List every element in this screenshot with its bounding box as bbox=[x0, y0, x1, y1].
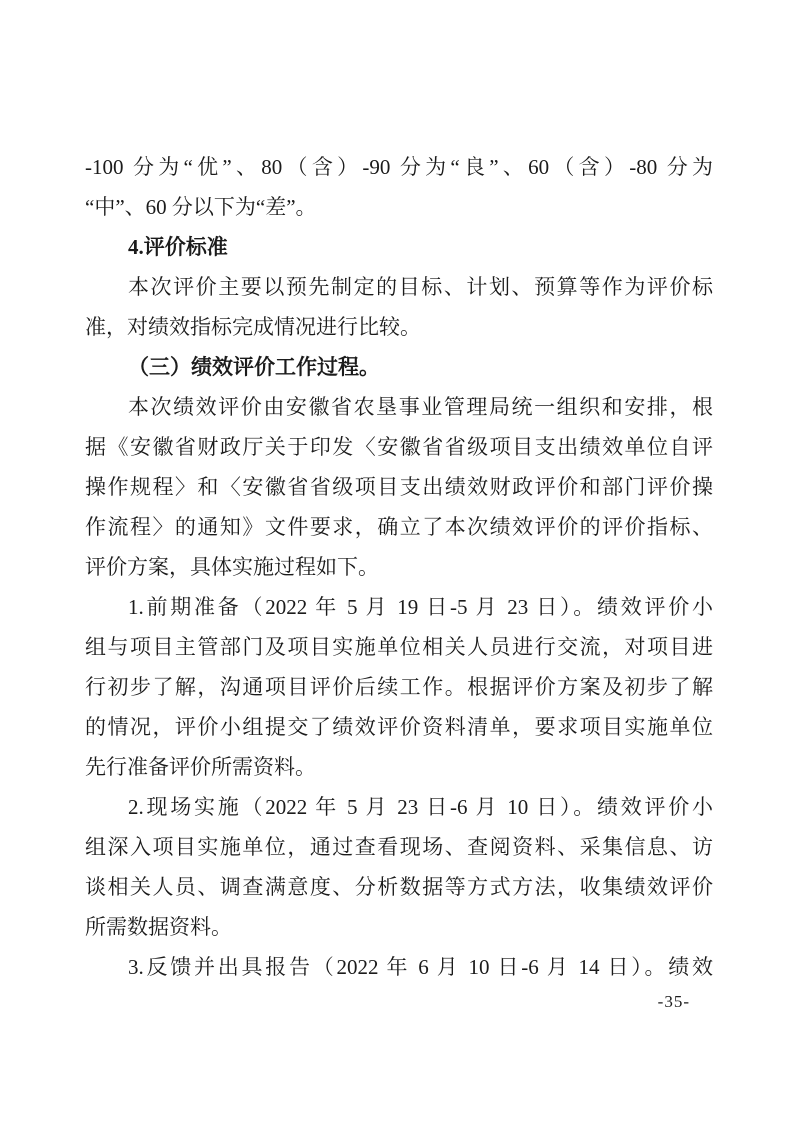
text-line: 的情况，评价小组提交了绩效评价资料清单，要求项目实施单位 bbox=[85, 715, 713, 739]
text-line: 1.前期准备（2022 年 5 月 19 日-5 月 23 日）。绩效评价小 bbox=[128, 595, 713, 619]
text-line: 行初步了解，沟通项目评价后续工作。根据评价方案及初步了解 bbox=[85, 675, 713, 699]
para-step3-report bbox=[85, 947, 713, 987]
text-line: 本次绩效评价由安徽省农垦事业管理局统一组织和安排，根 bbox=[128, 395, 713, 419]
text-line: 评价方案，具体实施过程如下。 bbox=[85, 555, 379, 579]
text-line: 作流程〉的通知》文件要求，确立了本次绩效评价的评价指标、 bbox=[85, 515, 713, 539]
text-line: 本次评价主要以预先制定的目标、计划、预算等作为评价标 bbox=[128, 275, 713, 299]
text-line: 组深入项目实施单位，通过查看现场、查阅资料、采集信息、访 bbox=[85, 835, 713, 859]
text-line: 4.评价标准 bbox=[128, 235, 228, 259]
para-organization bbox=[85, 387, 713, 587]
text-line: 2.现场实施（2022 年 5 月 23 日-6 月 10 日）。绩效评价小 bbox=[128, 795, 713, 819]
para-step2-onsite bbox=[85, 787, 713, 947]
text-line: 3.反馈并出具报告（2022 年 6 月 10 日-6 月 14 日）。绩效 bbox=[128, 955, 713, 979]
text-line: -100 分为“优”、80（含）-90 分为“良”、60（含）-80 分为 bbox=[85, 155, 713, 179]
text-line: 准，对绩效指标完成情况进行比较。 bbox=[85, 315, 421, 339]
para-evaluation-standard bbox=[85, 267, 713, 347]
text-line: （三）绩效评价工作过程。 bbox=[128, 355, 380, 379]
text-line: 先行准备评价所需资料。 bbox=[85, 755, 316, 779]
para-continuation-grades bbox=[85, 147, 713, 227]
heading-4-evaluation-standard bbox=[85, 227, 713, 267]
heading-3-work-process bbox=[85, 347, 713, 387]
para-step1-preparation bbox=[85, 587, 713, 787]
page-number: -35- bbox=[657, 992, 690, 1011]
document-body bbox=[85, 147, 713, 987]
text-line: 所需数据资料。 bbox=[85, 915, 232, 939]
text-line: “中”、60 分以下为“差”。 bbox=[85, 195, 317, 219]
text-line: 组与项目主管部门及项目实施单位相关人员进行交流，对项目进 bbox=[85, 635, 713, 659]
text-line: 谈相关人员、调查满意度、分析数据等方式方法，收集绩效评价 bbox=[85, 875, 713, 899]
text-line: 据《安徽省财政厅关于印发〈安徽省省级项目支出绩效单位自评 bbox=[85, 435, 713, 459]
text-line: 操作规程〉和〈安徽省省级项目支出绩效财政评价和部门评价操 bbox=[85, 475, 713, 499]
